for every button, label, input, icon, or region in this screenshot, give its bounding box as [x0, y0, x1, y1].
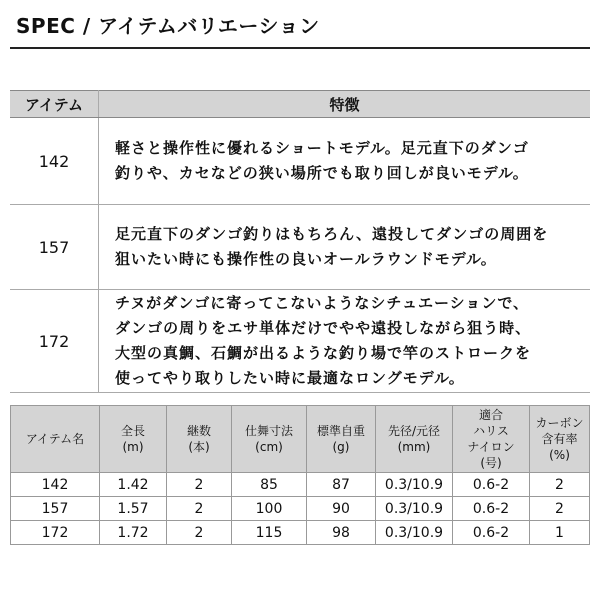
- spec-header-weight: [307, 406, 376, 473]
- spec-cell: 0.6-2: [453, 473, 530, 497]
- desc-line: 釣りや、カセなどの狭い場所でも取り回しが良いモデル。: [115, 164, 529, 182]
- header-line: アイテム名: [25, 432, 85, 446]
- spec-cell: 85: [232, 473, 307, 497]
- spec-cell: 157: [11, 497, 100, 521]
- header-line: 適合: [478, 408, 503, 422]
- features-desc-cell: [99, 205, 591, 290]
- header-line: 継数: [186, 424, 211, 438]
- header-line: カーボン: [535, 416, 584, 430]
- header-line: 標準自重: [316, 424, 365, 438]
- spec-cell: 2: [167, 521, 232, 545]
- features-row-142: [10, 118, 590, 205]
- header-line: (g): [332, 440, 350, 454]
- spec-cell: 2: [530, 473, 590, 497]
- header-line: (cm): [255, 440, 283, 454]
- spec-header-row: [11, 406, 590, 473]
- spec-cell: 2: [167, 497, 232, 521]
- spec-row-142: [11, 473, 590, 497]
- spec-cell: 2: [167, 473, 232, 497]
- spec-header-line-rating: [453, 406, 530, 473]
- header-line: 全長: [120, 424, 145, 438]
- features-item-cell: 172: [10, 290, 99, 393]
- title-divider: [10, 47, 590, 49]
- features-header-desc: 特徴: [99, 91, 591, 118]
- spec-cell: 115: [232, 521, 307, 545]
- spec-cell: 2: [530, 497, 590, 521]
- spec-header-item-name: [11, 406, 100, 473]
- spec-cell: 0.3/10.9: [376, 497, 453, 521]
- spec-cell: 0.6-2: [453, 521, 530, 545]
- spec-cell: 1.42: [100, 473, 167, 497]
- spec-table: [10, 405, 590, 545]
- spec-cell: 0.3/10.9: [376, 473, 453, 497]
- spec-row-172: [11, 521, 590, 545]
- features-row-157: [10, 205, 590, 290]
- header-line: ナイロン: [467, 440, 515, 454]
- header-line: ハリス: [473, 424, 509, 438]
- features-item-cell: 157: [10, 205, 99, 290]
- spec-cell: 142: [11, 473, 100, 497]
- header-line: (%): [549, 448, 570, 462]
- spec-cell: 0.3/10.9: [376, 521, 453, 545]
- header-line: 含有率: [541, 432, 578, 446]
- header-line: (本): [188, 440, 210, 454]
- spec-header-closed-length: [232, 406, 307, 473]
- spec-row-157: [11, 497, 590, 521]
- spec-cell: 1: [530, 521, 590, 545]
- spec-cell: 1.57: [100, 497, 167, 521]
- desc-line: 使ってやり取りしたい時に最適なロングモデル。: [115, 369, 465, 387]
- page-title: SPEC / アイテムバリエーション: [16, 14, 320, 38]
- header-line: 先径/元径: [387, 424, 441, 438]
- spec-cell: 1.72: [100, 521, 167, 545]
- header-line: (m): [122, 440, 144, 454]
- desc-line: 大型の真鯛、石鯛が出るような釣り場で竿のストロークを: [115, 344, 532, 362]
- spec-header-diameter: [376, 406, 453, 473]
- features-item-cell: 142: [10, 118, 99, 205]
- spec-header-length: [100, 406, 167, 473]
- header-line: (号): [480, 456, 502, 470]
- spec-cell: 0.6-2: [453, 497, 530, 521]
- spec-cell: 100: [232, 497, 307, 521]
- desc-line: 軽さと操作性に優れるショートモデル。足元直下のダンゴ: [115, 139, 529, 157]
- desc-line: ダンゴの周りをエサ単体だけでやや遠投しながら狙う時、: [115, 319, 532, 337]
- desc-line: 足元直下のダンゴ釣りはもちろん、遠投してダンゴの周囲を: [115, 225, 549, 243]
- features-row-172: [10, 290, 590, 393]
- features-header-item: アイテム: [10, 91, 99, 118]
- features-desc-cell: [99, 118, 591, 205]
- spec-cell: 98: [307, 521, 376, 545]
- features-table: [10, 90, 590, 393]
- spec-cell: 172: [11, 521, 100, 545]
- desc-line: チヌがダンゴに寄ってこないようなシチュエーションで、: [115, 294, 530, 312]
- spec-header-carbon: [530, 406, 590, 473]
- spec-header-pieces: [167, 406, 232, 473]
- header-line: 仕舞寸法: [244, 424, 293, 438]
- spec-cell: 87: [307, 473, 376, 497]
- header-line: (mm): [397, 440, 431, 454]
- features-desc-cell: [99, 290, 591, 393]
- desc-line: 狙いたい時にも操作性の良いオールラウンドモデル。: [115, 250, 497, 268]
- spec-cell: 90: [307, 497, 376, 521]
- features-header-row: [10, 91, 590, 118]
